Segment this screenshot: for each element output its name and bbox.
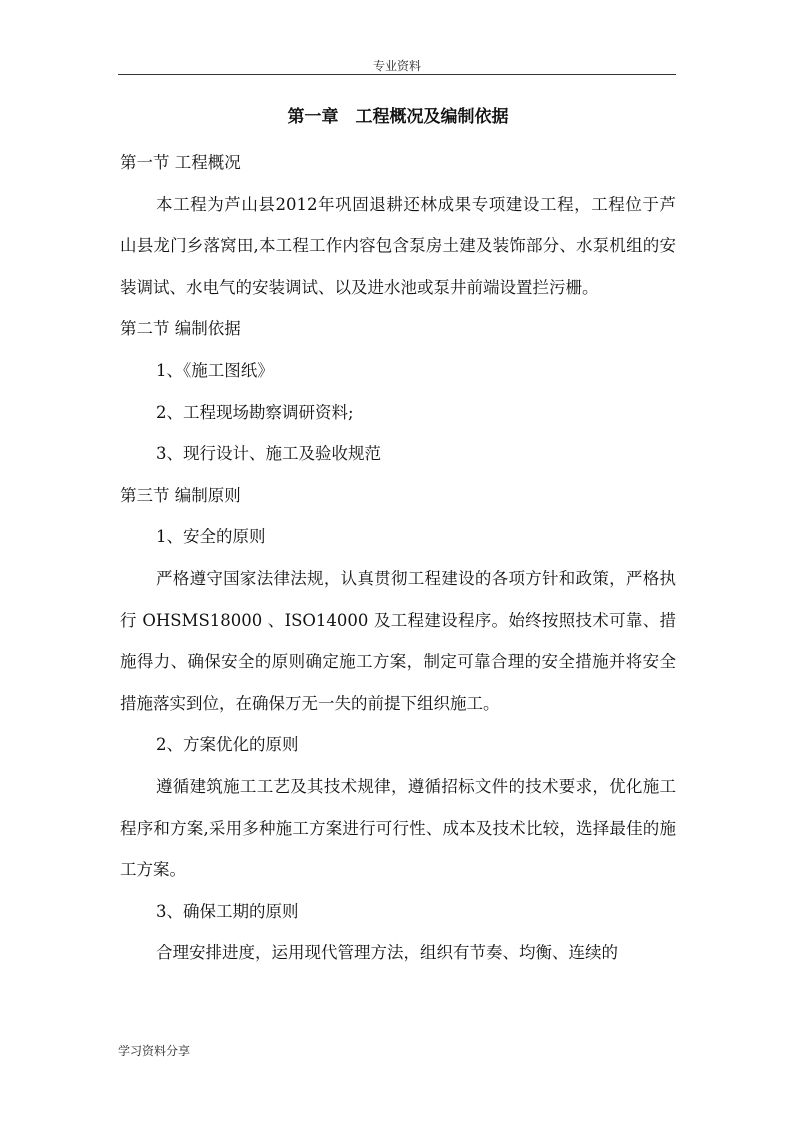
list-item: 2、工程现场勘察调研资料; (156, 402, 354, 422)
body-paragraph: 本工程为芦山县2012年巩固退耕还林成果专项建设工程，工程位于芦山县龙门乡落窝田,本工程工作内容包含泵房土建及装饰部分、水泵机组的安装调试、水电气的安装调试、以及进水池或泵井前端设置拦污栅。 (120, 194, 676, 297)
list-item: 1、《施工图纸》 (156, 360, 274, 380)
body-paragraph: 合理安排进度，运用现代管理方法，组织有节奏、均衡、连续的 (156, 943, 618, 963)
body-paragraph: 遵循建筑施工工艺及其技术规律，遵循招标文件的技术要求，优化施工程序和方案,采用多种施工方案进行可行性、成本及技术比较，选择最佳的施工方案。 (120, 776, 676, 880)
page-header-label: 专业资料 (372, 59, 421, 73)
principle-title: 1、安全的原则 (156, 527, 266, 547)
section-heading: 第三节 编制原则 (120, 485, 241, 505)
page-footer-label: 学习资料分享 (118, 1044, 191, 1058)
principle-title: 3、确保工期的原则 (156, 901, 299, 921)
section-heading: 第二节 编制依据 (120, 319, 241, 339)
principle-title: 2、方案优化的原则 (156, 735, 299, 755)
list-item: 3、现行设计、施工及验收规范 (156, 444, 381, 464)
header-divider (118, 74, 676, 75)
section-heading: 第一节 工程概况 (120, 153, 241, 172)
chapter-title: 第一章 工程概况及编制依据 (287, 107, 509, 127)
document-body (120, 100, 676, 974)
body-paragraph: 严格遵守国家法律法规，认真贯彻工程建设的各项方针和政策，严格执行 OHSMS18000 、ISO14000 及工程建设程序。始终按照技术可靠、措施得力、确保安全的原则确定施工方案，制定可靠合理的安全措施并将安全措施落实到位，在确保万无一失的前提下组织施工。 (120, 568, 676, 713)
